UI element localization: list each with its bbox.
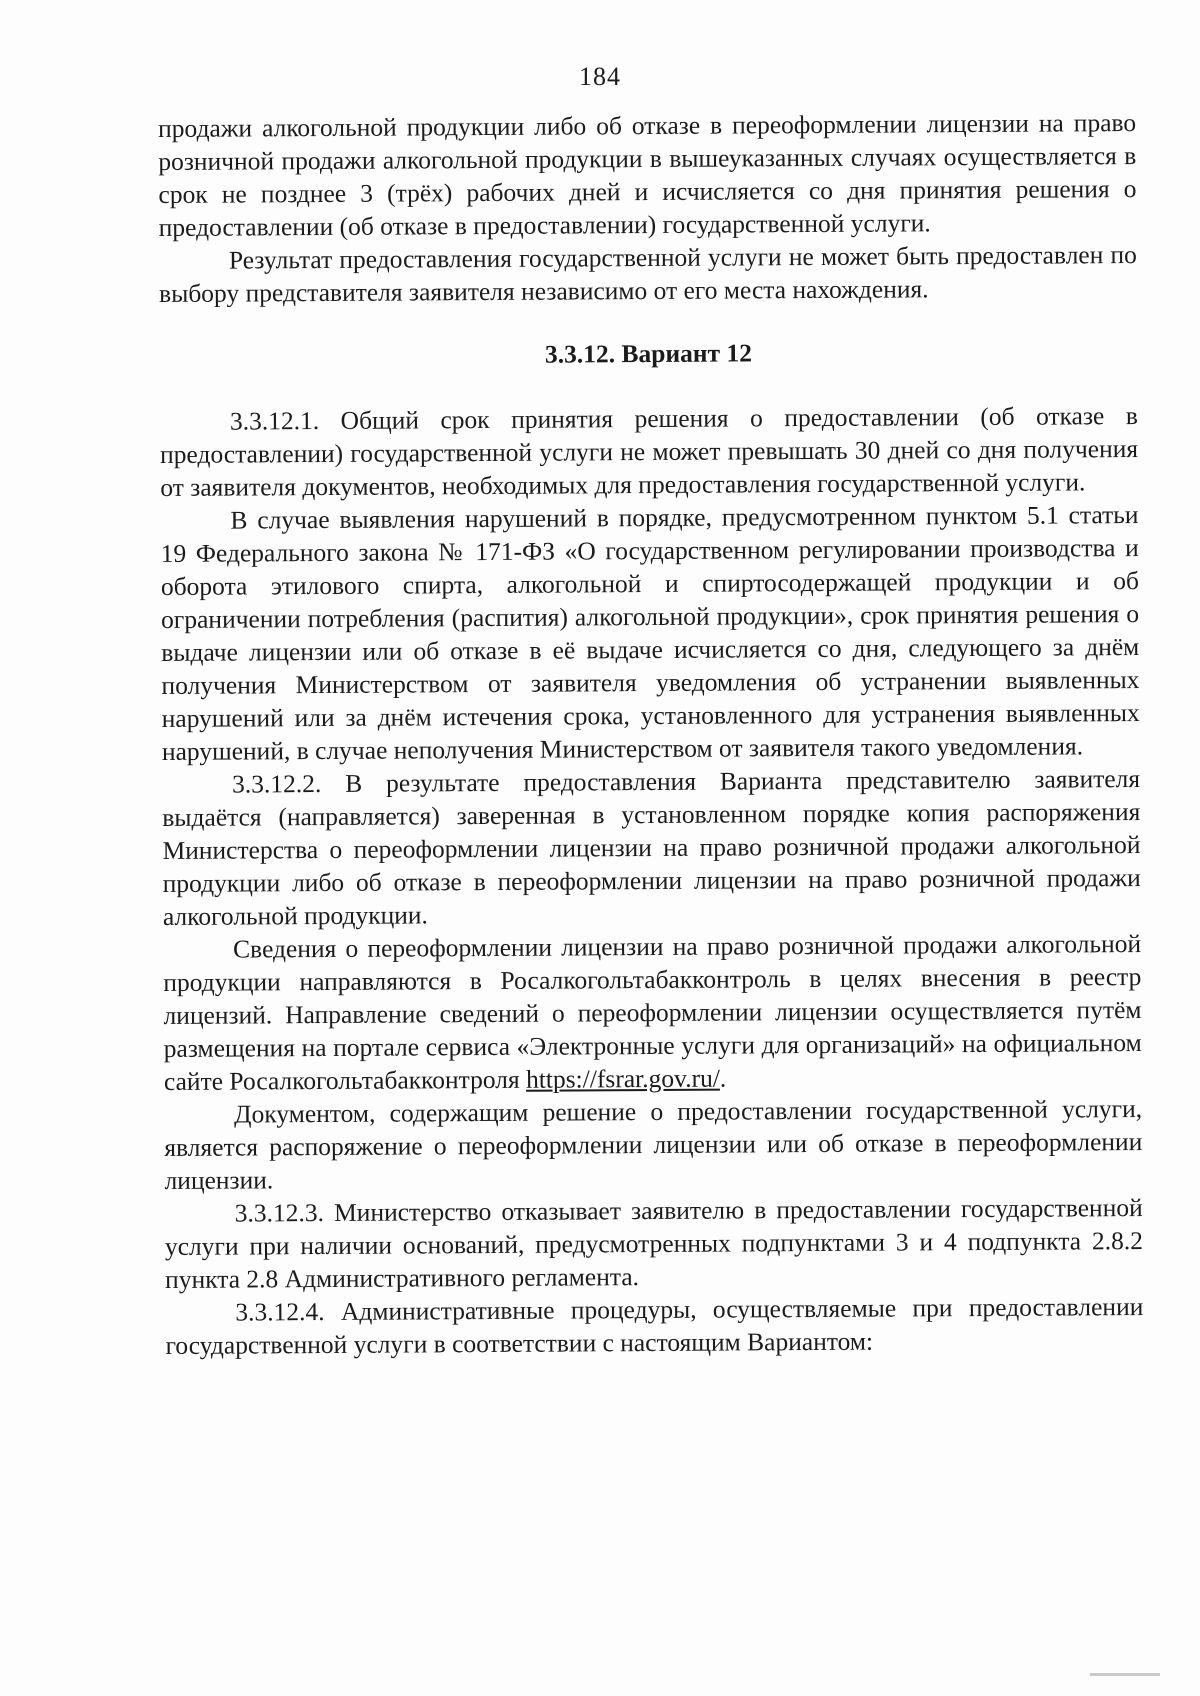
fsrar-link[interactable]: https://fsrar.gov.ru/ xyxy=(525,1063,720,1094)
paragraph-result-location: Результат предоставления государственной услуги не может быть предоставлен по выбору представителя заявителя независимо от его места нахождения. xyxy=(159,240,1137,308)
registry-text: Сведения о переоформлении лицензии на право розничной продажи алкогольной продукции направляются в Росалкогольтабакконтроль в целях внесения в реестр лицензий. Направление сведений о переоформлении лицензии осуществляется путём размещения на портале сервиса «Электронные услуги для организаций» на официальном сайте Росалкогольтабакконтроля xyxy=(163,929,1142,1096)
scan-edge-mark xyxy=(1090,1673,1160,1676)
paragraph-registry xyxy=(163,927,1142,1098)
paragraph-continuation: продажи алкогольной продукции либо об отказе в переоформлении лицензии на право розничной продажи алкогольной продукции в вышеуказанных случаях осуществляется в срок не позднее 3 (трёх) рабочих дней и исчисляется со дня принятия решения о предоставлении (об отказе в предоставлении) государственной услуги. xyxy=(158,108,1137,242)
paragraph-3-3-12-3: 3.3.12.3. Министерство отказывает заявителю в предоставлении государственной услуги при наличии оснований, предусмотренных подпунктами 3 и 4 подпункта 2.8.2 пункта 2.8 Административного регламента. xyxy=(164,1193,1144,1294)
paragraph-violations: В случае выявления нарушений в порядке, предусмотренном пунктом 5.1 статьи 19 Федерального закона № 171-ФЗ «О государственном регулировании производства и оборота этилового спирта, алкогольной и спиртосодержащей продукции и об ограничении потребления (распития) алкогольной продукции», срок принятия решения о выдаче лицензии или об отказе в её выдаче исчисляется со дня, следующего за днём получения Министерством от заявителя уведомления об устранении выявленных нарушений или за днём истечения срока, установленного для устранения выявленных нарушений, в случае неполучения Министерством от заявителя такого уведомления. xyxy=(160,500,1140,766)
paragraph-3-3-12-4: 3.3.12.4. Административные процедуры, осуществляемые при предоставлении государственной услуги в соответствии с настоящим Вариантом: xyxy=(165,1292,1144,1360)
paragraph-3-3-12-2: 3.3.12.2. В результате предоставления Варианта представителю заявителя выдаётся (направляется) заверенная в установленном порядке копия распоряжения Министерства о переоформлении лицензии на право розничной продажи алкогольной продукции либо об отказе в переоформлении лицензии на право розничной продажи алкогольной продукции. xyxy=(162,764,1141,931)
page-number: 184 xyxy=(579,62,621,91)
document-body xyxy=(158,106,1144,1362)
registry-text-end: . xyxy=(719,1063,727,1093)
paragraph-decision-document: Документом, содержащим решение о предоставлении государственной услуги, является распоряжение о переоформлении лицензии или об отказе в переоформлении лицензии. xyxy=(164,1094,1143,1195)
section-heading: 3.3.12. Вариант 12 xyxy=(544,338,753,369)
paragraph-3-3-12-1: 3.3.12.1. Общий срок принятия решения о предоставлении (об отказе в предоставлении) государственной услуги не может превышать 30 дней со дня получения от заявителя документов, необходимых для предоставления государственной услуги. xyxy=(160,401,1139,502)
